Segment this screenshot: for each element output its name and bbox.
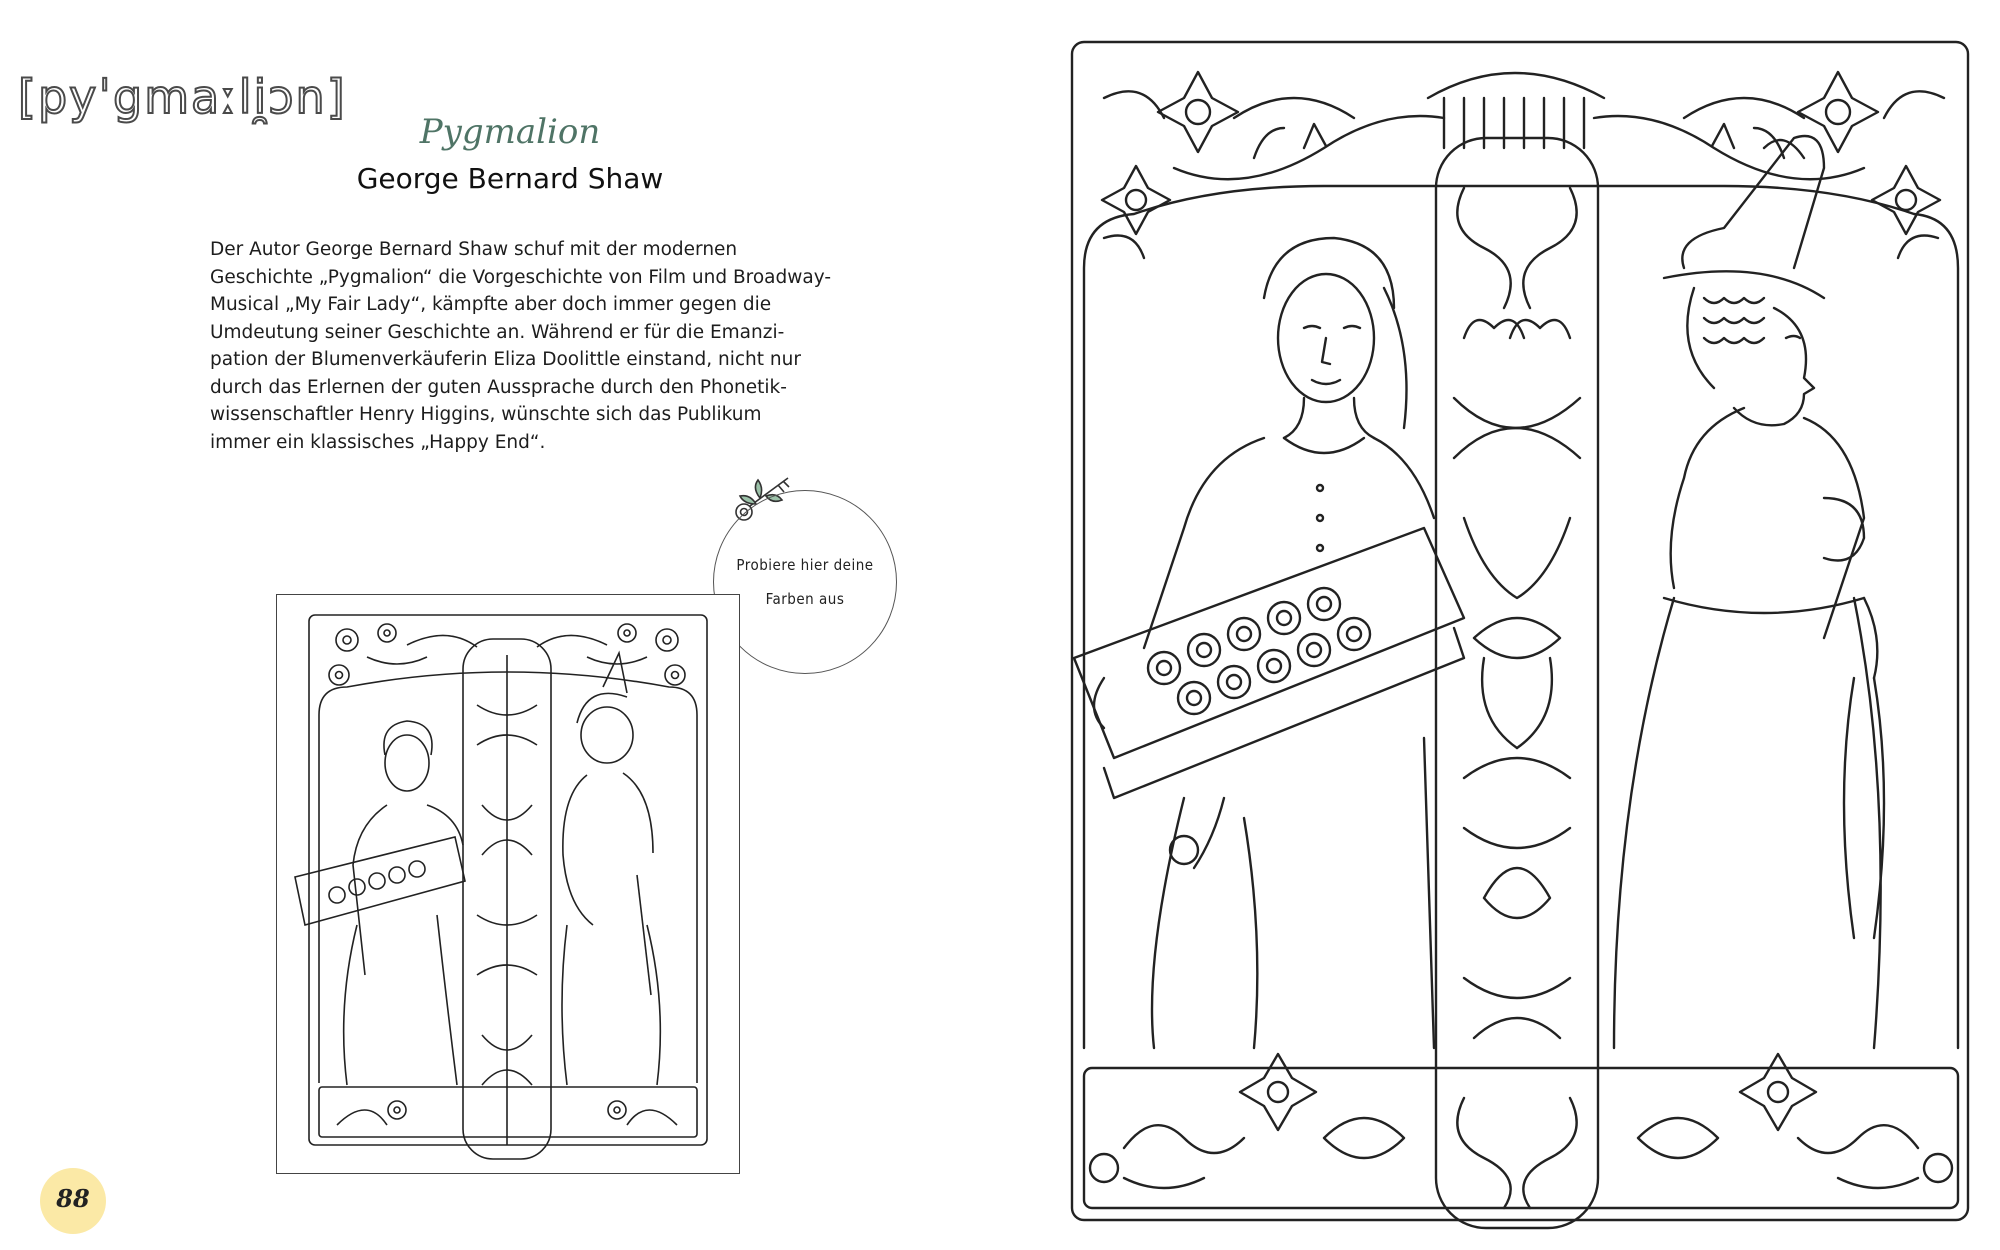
color-test-circle[interactable] bbox=[713, 490, 897, 674]
body-line: Umdeutung seiner Geschichte an. Während er für die Emanzi- bbox=[210, 321, 785, 343]
body-line: durch das Erlernen der guten Aussprache durch den Phonetik- bbox=[210, 376, 787, 398]
phonetic-transcription: [pyˈgmaːli̯ɔn] bbox=[18, 70, 347, 124]
page-number: 88 bbox=[56, 1184, 90, 1213]
body-line: pation der Blumenverkäuferin Eliza Doolittle einstand, nicht nur bbox=[210, 349, 801, 370]
body-line: immer ein klassisches „Happy End“. bbox=[210, 431, 546, 453]
body-line: Geschichte „Pygmalion“ die Vorgeschichte von Film und Broadway- bbox=[210, 266, 832, 288]
description-paragraph bbox=[210, 236, 830, 456]
coloring-page-illustration bbox=[1064, 38, 1978, 1234]
swatch-text-line2: Farben aus bbox=[765, 590, 845, 608]
swatch-text-line1: Probiere hier deine bbox=[736, 556, 874, 574]
coloring-page-thumbnail bbox=[276, 594, 740, 1174]
book-title: Pygmalion bbox=[419, 112, 601, 152]
author-name: George Bernard Shaw bbox=[356, 162, 664, 195]
body-line: Musical „My Fair Lady“, kämpfte aber doch immer gegen die bbox=[210, 294, 772, 315]
body-line: Der Autor George Bernard Shaw schuf mit der modernen bbox=[210, 239, 738, 260]
body-line: wissenschaftler Henry Higgins, wünschte sich das Publikum bbox=[210, 404, 762, 425]
thumbnail-line-art bbox=[277, 595, 738, 1172]
